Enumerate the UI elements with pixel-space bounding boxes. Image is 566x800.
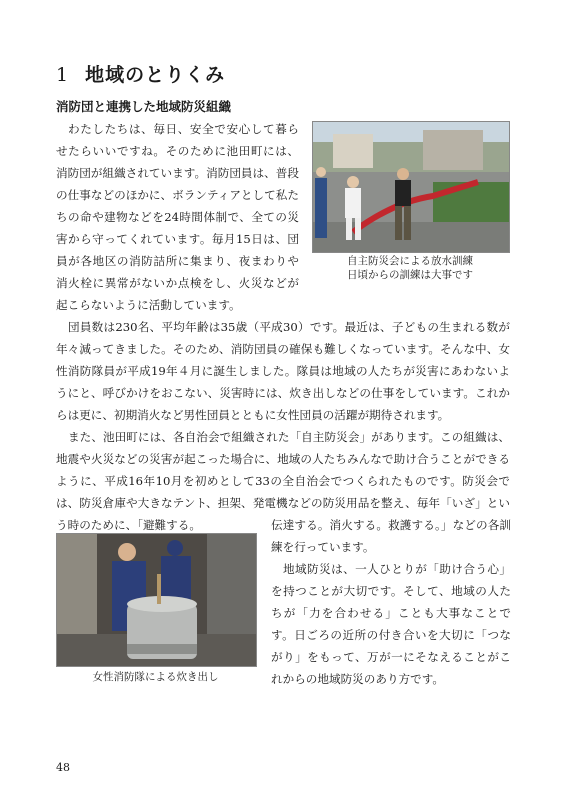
photo-cooking-caption: 女性消防隊による炊き出し bbox=[92, 671, 219, 683]
paragraph-3-continued: 伝達する。消火する。救護する。」などの各訓練を行っています。 bbox=[271, 518, 511, 554]
paragraph-2: 団員数は230名、平均年齢は35歳（平成30）です。最近は、子どもの生まれる数が年々減ってきました。そのため、消防団員の確保も難しくなっています。そんな中、女性消防隊員が平成19年４月に誕生しました。隊員は地域の人たちが災害にあわないようにと、呼びかけをおこない、災害時には、炊き出しなどの仕事をしています。これからは更に、初期消火など男性団員とともに女性団員の活躍が期待されます。 bbox=[56, 320, 510, 422]
photo-water-drill bbox=[312, 121, 510, 253]
caption-line-2: 日頃からの訓練は大事です bbox=[347, 269, 473, 281]
section-title-text: 地域のとりくみ bbox=[85, 64, 226, 86]
paragraph-3: また、池田町には、各自治会で組織された「自主防災会」があります。この組織は、地震や火災などの災害が起こった場合に、地域の人たちみんなで助け合うことができるように、平成16年10月を初めとして33の全自治会でつくられたものです。防災会では、防災倉庫や大きなテント、担架、発電機などの防災用品を整え、毎年「いざ」という時のために、「避難する。 bbox=[56, 430, 510, 532]
caption-line-1: 自主防災会による放水訓練 bbox=[347, 255, 473, 267]
paragraph-4: 地域防災は、一人ひとりが「助け合う心」を持つことが大切です。そして、地域の人たちが「力を合わせる」ことも大事なことです。日ごろの近所の付き合いを大切に「つながり」をもって、万が一にそなえることがこれからの地域防災のあり方です。 bbox=[271, 562, 511, 686]
subheading: 消防団と連携した地域防災組織 bbox=[56, 99, 232, 114]
photo-water-drill-caption bbox=[312, 254, 508, 282]
paragraph-1: わたしたちは、毎日、安全で安心して暮らせたらいいですね。そのために池田町には、消防団が組織されています。消防団員は、普段の仕事などのほかに、ボランティアとして私たちの命や建物などを24時間体制で、全ての災害から守ってくれています。毎月15日は、団員が各地区の消防詰所に集まり、夜まわりや消火栓に異常がないか点検をし、火災などが起こらないように活動しています。 bbox=[56, 122, 299, 312]
photo-cooking-image bbox=[57, 534, 256, 666]
photo-water-drill-image bbox=[313, 122, 509, 252]
section-title bbox=[56, 60, 225, 87]
section-number: 1 bbox=[56, 64, 70, 86]
photo-cooking bbox=[56, 533, 257, 667]
page-number: 48 bbox=[56, 761, 70, 774]
